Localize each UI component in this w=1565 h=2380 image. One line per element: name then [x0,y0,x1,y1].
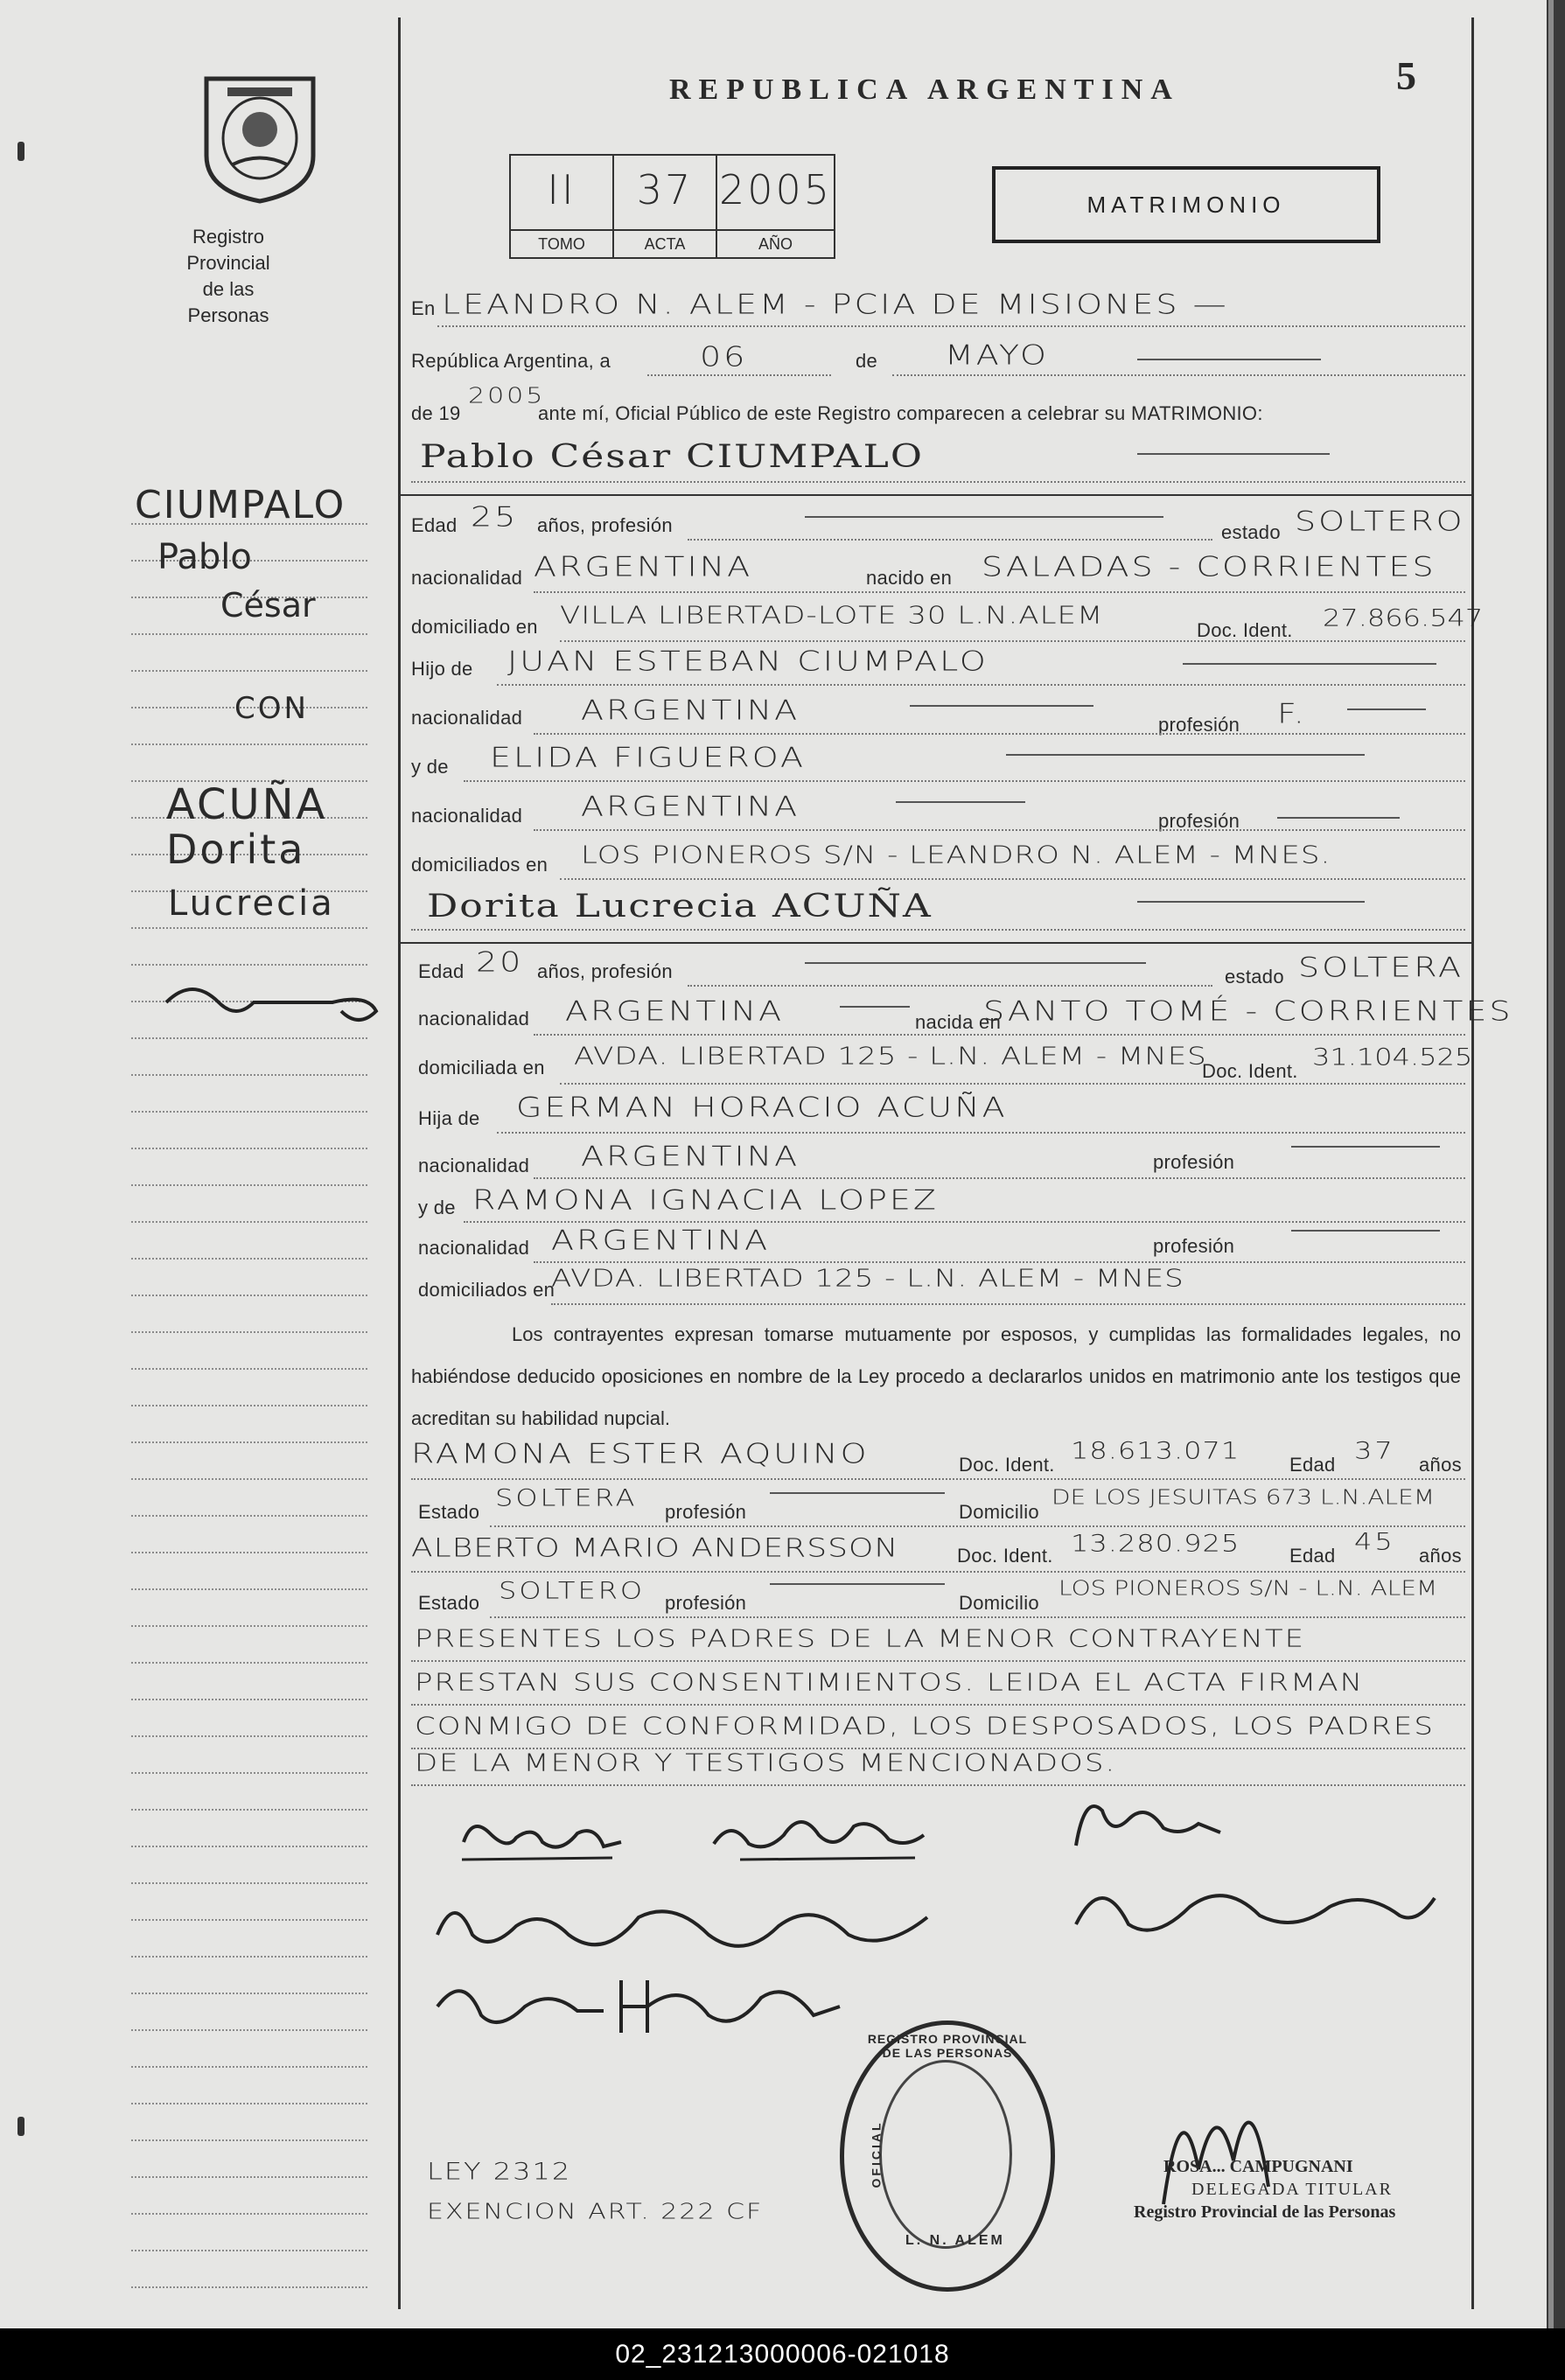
groom-domicilio-label: domiciliado en [411,616,538,638]
en-label: En [411,297,436,319]
signature-witness-aquino [1058,1784,1225,1863]
bride-profesion-line [688,985,1212,987]
margin-rule-line [131,1809,367,1811]
witness-2-anos-label: años [1419,1545,1462,1567]
groom-father-prof: F. [1277,697,1307,729]
groom-dom-line [560,640,1465,642]
month-dash [1137,359,1321,360]
witness-2-doc: 13.280.925 [1071,1529,1240,1557]
margin-rule-line [131,1258,367,1260]
page-edge [1547,0,1565,2328]
groom-mother-prof-label: profesión [1158,810,1240,832]
margin-rule-line [131,2213,367,2215]
bride-estado-label: estado [1225,966,1284,988]
note-line-1-rule [411,1660,1465,1662]
bride-domicilio: AVDA. LIBERTAD 125 - L.N. ALEM - MNES [574,1042,1207,1071]
bride-profesion-dash [805,962,1146,964]
margin-rule-line [131,2029,367,2031]
margin-rule-line [131,1221,367,1223]
bride-doc-label: Doc. Ident. [1202,1060,1298,1082]
stamp-office-text: L. N. ALEM [905,2233,1005,2248]
acta-cell [614,156,717,257]
witness-2-domicilio-label: Domicilio [959,1592,1039,1614]
witness-2-doc-label: Doc. Ident. [957,1545,1053,1567]
bride-mother-nac-label: nacionalidad [418,1237,530,1259]
bride-mother-nac-line [534,1261,1465,1263]
bride-age: 20 [476,946,524,978]
groom-father: JUAN ESTEBAN CIUMPALO [507,645,989,677]
margin-rule-line [131,1331,367,1333]
margin-rule-line [131,1074,367,1076]
margin-rule-line [131,1405,367,1406]
left-column-divider [398,17,401,2309]
bride-intro-name: Dorita Lucrecia ACUÑA [427,888,933,925]
groom-father-prof-dash [1347,708,1426,710]
margin-rule-line [131,1625,367,1627]
registry-name [163,224,294,329]
margin-con: CON [234,691,309,726]
signature-bride [705,1800,933,1870]
bride-father-nac-line [534,1177,1465,1179]
witness-2-profesion-label: profesión [665,1592,747,1614]
margin-rule-line [131,1993,367,1994]
margin-rule-line [131,2139,367,2141]
bride-edad-label: Edad [418,960,465,982]
bride-mother-nac: ARGENTINA [551,1224,771,1256]
bride-profesion-label: años, profesión [537,960,673,982]
bride-domicilio-label: domiciliada en [418,1057,545,1078]
groom-estado-label: estado [1221,521,1281,543]
groom-father-nac-dash [910,705,1093,707]
place-line [437,325,1465,327]
groom-name-dash [1137,453,1330,455]
groom-profesion-dash [805,516,1163,518]
groom-mother-nac-line [534,829,1465,831]
ano-label: AÑO [717,229,834,257]
tomo-label: TOMO [511,229,612,257]
republica-label: República Argentina, a [411,350,611,372]
bride-parents-dom-label: domiciliados en [418,1279,555,1301]
margin-rule-line [131,1735,367,1737]
bride-nacionalidad-label: nacionalidad [418,1008,530,1029]
groom-mother-dash [1006,754,1365,756]
day-value: 06 [700,340,748,373]
note-line-3: CONMIGO DE CONFORMIDAD, LOS DESPOSADOS, LOS PADRES [415,1712,1435,1741]
witness-2-estado-line [490,1616,1465,1618]
official-name: ROSA... CAMPUGNANI [1163,2157,1353,2176]
official-registry: Registro Provincial de las Personas [1134,2202,1396,2222]
law-reference: LEY 2312 [427,2157,572,2185]
appearance-text: ante mí, Oficial Público de este Registro comparecen a celebrar su MATRIMONIO: [538,402,1263,424]
official-role: DELEGADA TITULAR [1191,2180,1393,2199]
country-title: REPUBLICA ARGENTINA [669,73,1180,106]
margin-rule-line [131,2103,367,2104]
bride-estado: SOLTERA [1298,951,1464,983]
margin-rule-line [131,1588,367,1590]
margin-rule-line [131,633,367,635]
witness-1-edad-label: Edad [1289,1454,1336,1476]
groom-father-nac: ARGENTINA [581,694,800,726]
bride-nac-line [534,1034,1465,1036]
signature-groom [455,1807,630,1868]
groom-hijo-label: Hijo de [411,658,473,680]
groom-father-line [497,684,1465,686]
margin-bride-middle: Lucrecia [168,883,335,924]
month-line [892,374,1465,376]
witness-2-domicilio: LOS PIONEROS S/N - L.N. ALEM [1058,1575,1438,1600]
bride-mother-prof-dash [1291,1230,1440,1232]
de-year-prefix: de 19 [411,402,461,424]
witness-1-anos-label: años [1419,1454,1462,1476]
signature-alberto-andersson [1067,1863,1443,1951]
binding-hole [17,2117,24,2136]
witness-1-doc-label: Doc. Ident. [959,1454,1055,1476]
groom-yde-label: y de [411,756,449,778]
groom-profesion-line [688,539,1212,541]
bride-mother: RAMONA IGNACIA LOPEZ [472,1183,939,1216]
margin-rule-line [131,1919,367,1921]
groom-nacido: SALADAS - CORRIENTES [982,550,1436,583]
margin-rule-line [131,1148,367,1149]
note-line-2: PRESTAN SUS CONSENTIMIENTOS. LEIDA EL ACTA FIRMAN [415,1668,1365,1697]
margin-rule-line [131,1478,367,1480]
bride-nac-dash [840,1006,910,1008]
witness-1-estado-line [490,1525,1465,1527]
ano-cell [717,156,834,257]
note-line-4: DE LA MENOR Y TESTIGOS MENCIONADOS. [415,1748,1117,1777]
margin-rule-line [131,1552,367,1553]
tomo-cell [511,156,614,257]
witness-1-domicilio-label: Domicilio [959,1501,1039,1523]
margin-groom-surname: CIUMPALO [135,483,346,527]
margin-rule-line [131,2286,367,2288]
acta-value: 37 [636,166,694,213]
stamp-main-text: REGISTRO PROVINCIAL DE LAS PERSONAS [867,2032,1028,2060]
groom-father-nac-line [534,733,1465,735]
declaration-body: Los contrayentes expresan tomarse mutuamente por esposos, y cumplidas las formalidades legales, no habiéndose deducido oposiciones en nombre de la Ley procedo a declararlos unidos en matrimonio ante los testigos que acreditan su habilidad nupcial. [411,1323,1461,1429]
right-frame-line [1471,17,1474,2309]
witness-1-doc: 18.613.071 [1071,1436,1240,1464]
witness-1-profesion-label: profesión [665,1501,747,1523]
witness-2-estado: SOLTERO [499,1576,646,1604]
scan-caption: 02_231213000006-021018 [0,2328,1565,2380]
groom-father-nac-label: nacionalidad [411,707,523,729]
margin-rule-line [131,964,367,966]
margin-rule-line [131,2250,367,2251]
bride-father-nac: ARGENTINA [581,1140,800,1172]
bride-nacida-label: nacida en [915,1011,1002,1033]
margin-groom-middle: César [220,586,316,625]
margin-rule-line [131,1037,367,1039]
witness-2-edad-label: Edad [1289,1545,1336,1567]
margin-rule-line [131,1184,367,1186]
bride-doc: 31.104.525 [1312,1043,1473,1071]
registry-line-2: de las Personas [187,278,269,326]
groom-mother-line [464,780,1465,782]
groom-parents-dom-label: domiciliados en [411,854,548,876]
ano-value: 2005 [718,166,833,213]
registry-line-1: Registro Provincial [186,226,270,274]
section-divider [401,942,1471,944]
groom-mother-prof-dash [1277,817,1400,819]
groom-father-prof-label: profesión [1158,714,1240,736]
groom-mother-nac-label: nacionalidad [411,805,523,827]
year-value: 2005 [468,383,546,408]
bride-mother-prof-label: profesión [1153,1235,1235,1257]
witness-2-prof-dash [770,1583,945,1585]
margin-rule-line [131,1846,367,1847]
bride-parents-dom: AVDA. LIBERTAD 125 - L.N. ALEM - MNES [551,1264,1184,1293]
groom-full-name: Pablo César CIUMPALO [420,438,924,475]
misiones-provincial-seal-icon [198,68,322,205]
witness-2-estado-label: Estado [418,1592,480,1614]
witness-1-domicilio: DE LOS JESUITAS 673 L.N.ALEM [1051,1484,1435,1509]
margin-rule-line [131,1956,367,1958]
groom-name-line [411,481,1465,483]
bride-nacionalidad: ARGENTINA [565,995,785,1027]
bride-father-nac-label: nacionalidad [418,1155,530,1176]
margin-rule-line [131,670,367,672]
margin-rule-line [131,1882,367,1884]
groom-estado: SOLTERO [1295,505,1465,537]
bride-dom-line [560,1083,1465,1085]
month-value: MAYO [945,339,1049,371]
day-line [647,374,831,376]
margin-rule-line [131,1515,367,1517]
tomo-value: II [547,166,576,213]
witness-1-prof-dash [770,1492,945,1494]
groom-doc: 27.866.547 [1323,604,1484,632]
note-line-4-rule [411,1784,1465,1786]
groom-profesion-label: años, profesión [537,514,673,536]
margin-rule-line [131,1441,367,1443]
exemption-reference: EXENCION ART. 222 CF [427,2199,764,2224]
groom-nacionalidad: ARGENTINA [534,550,753,583]
bride-yde-label: y de [418,1197,456,1218]
groom-doc-label: Doc. Ident. [1197,619,1293,641]
groom-nac-line [534,591,1465,593]
groom-parents-dom-line [560,878,1465,880]
margin-groom-first: Pablo [157,537,252,577]
bride-father-prof-label: profesión [1153,1151,1235,1173]
margin-rule-line [131,2066,367,2068]
margin-bride-first: Dorita [166,826,306,873]
margin-flourish [157,976,385,1037]
witness-2-name-line [411,1571,1465,1573]
margin-rule-line [131,743,367,745]
bride-father: GERMAN HORACIO ACUÑA [516,1091,1008,1123]
place-value: LEANDRO N. ALEM - PCIA DE MISIONES — [442,288,1229,320]
witness-1-estado: SOLTERA [495,1483,638,1511]
groom-mother-nac-dash [896,801,1025,803]
bride-parents-dom-line [551,1303,1465,1305]
binding-hole [17,142,24,161]
margin-rule-line [131,1699,367,1700]
bride-hija-label: Hija de [418,1107,480,1129]
bride-mother-line [464,1221,1465,1223]
margin-rule-line [131,1662,367,1664]
acta-label: ACTA [614,229,716,257]
bride-intro-line [411,929,1465,931]
bride-father-prof-dash [1291,1146,1440,1148]
margin-rule-line [131,1368,367,1370]
groom-parents-dom: LOS PIONEROS S/N - LEANDRO N. ALEM - MNES. [581,841,1331,869]
bride-father-line [497,1132,1465,1134]
groom-domicilio: VILLA LIBERTAD-LOTE 30 L.N.ALEM [560,601,1104,630]
acta-reference-box [509,154,835,259]
stamp-side-text: OFICIAL [869,2120,884,2188]
witness-1-estado-label: Estado [418,1501,480,1523]
witness-2-name: ALBERTO MARIO ANDERSSON [411,1533,899,1563]
bride-intro-dash [1137,901,1365,903]
witness-1-name-line [411,1478,1465,1480]
witness-1-name: RAMONA ESTER AQUINO [411,1437,870,1469]
groom-mother: ELIDA FIGUEROA [490,741,807,773]
de-label: de [856,350,878,372]
groom-age: 25 [471,500,519,533]
margin-rule-line [131,1295,367,1296]
groom-father-dash [1183,663,1436,665]
note-line-2-rule [411,1704,1465,1706]
margin-rule-line [131,927,367,929]
signature-german-acuna [429,1963,849,2041]
section-divider [401,494,1471,496]
note-line-1: PRESENTES LOS PADRES DE LA MENOR CONTRAYENTE [415,1624,1306,1653]
declaration-text [411,1314,1461,1440]
margin-rule-line [131,1111,367,1113]
witness-1-age: 37 [1354,1436,1395,1464]
official-registry-stamp [840,2021,1055,2292]
witness-2-age: 45 [1354,1527,1395,1555]
groom-nacido-label: nacido en [866,567,953,589]
margin-rule-line [131,1772,367,1774]
groom-edad-label: Edad [411,514,458,536]
page-number: 5 [1396,53,1416,98]
groom-nacionalidad-label: nacionalidad [411,567,523,589]
margin-rule-line [131,2176,367,2178]
margin-bride-surname: ACUÑA [166,780,328,829]
bride-nacida: SANTO TOMÉ - CORRIENTES [983,995,1513,1027]
document-type-box: MATRIMONIO [992,166,1380,243]
groom-mother-nac: ARGENTINA [581,790,800,822]
